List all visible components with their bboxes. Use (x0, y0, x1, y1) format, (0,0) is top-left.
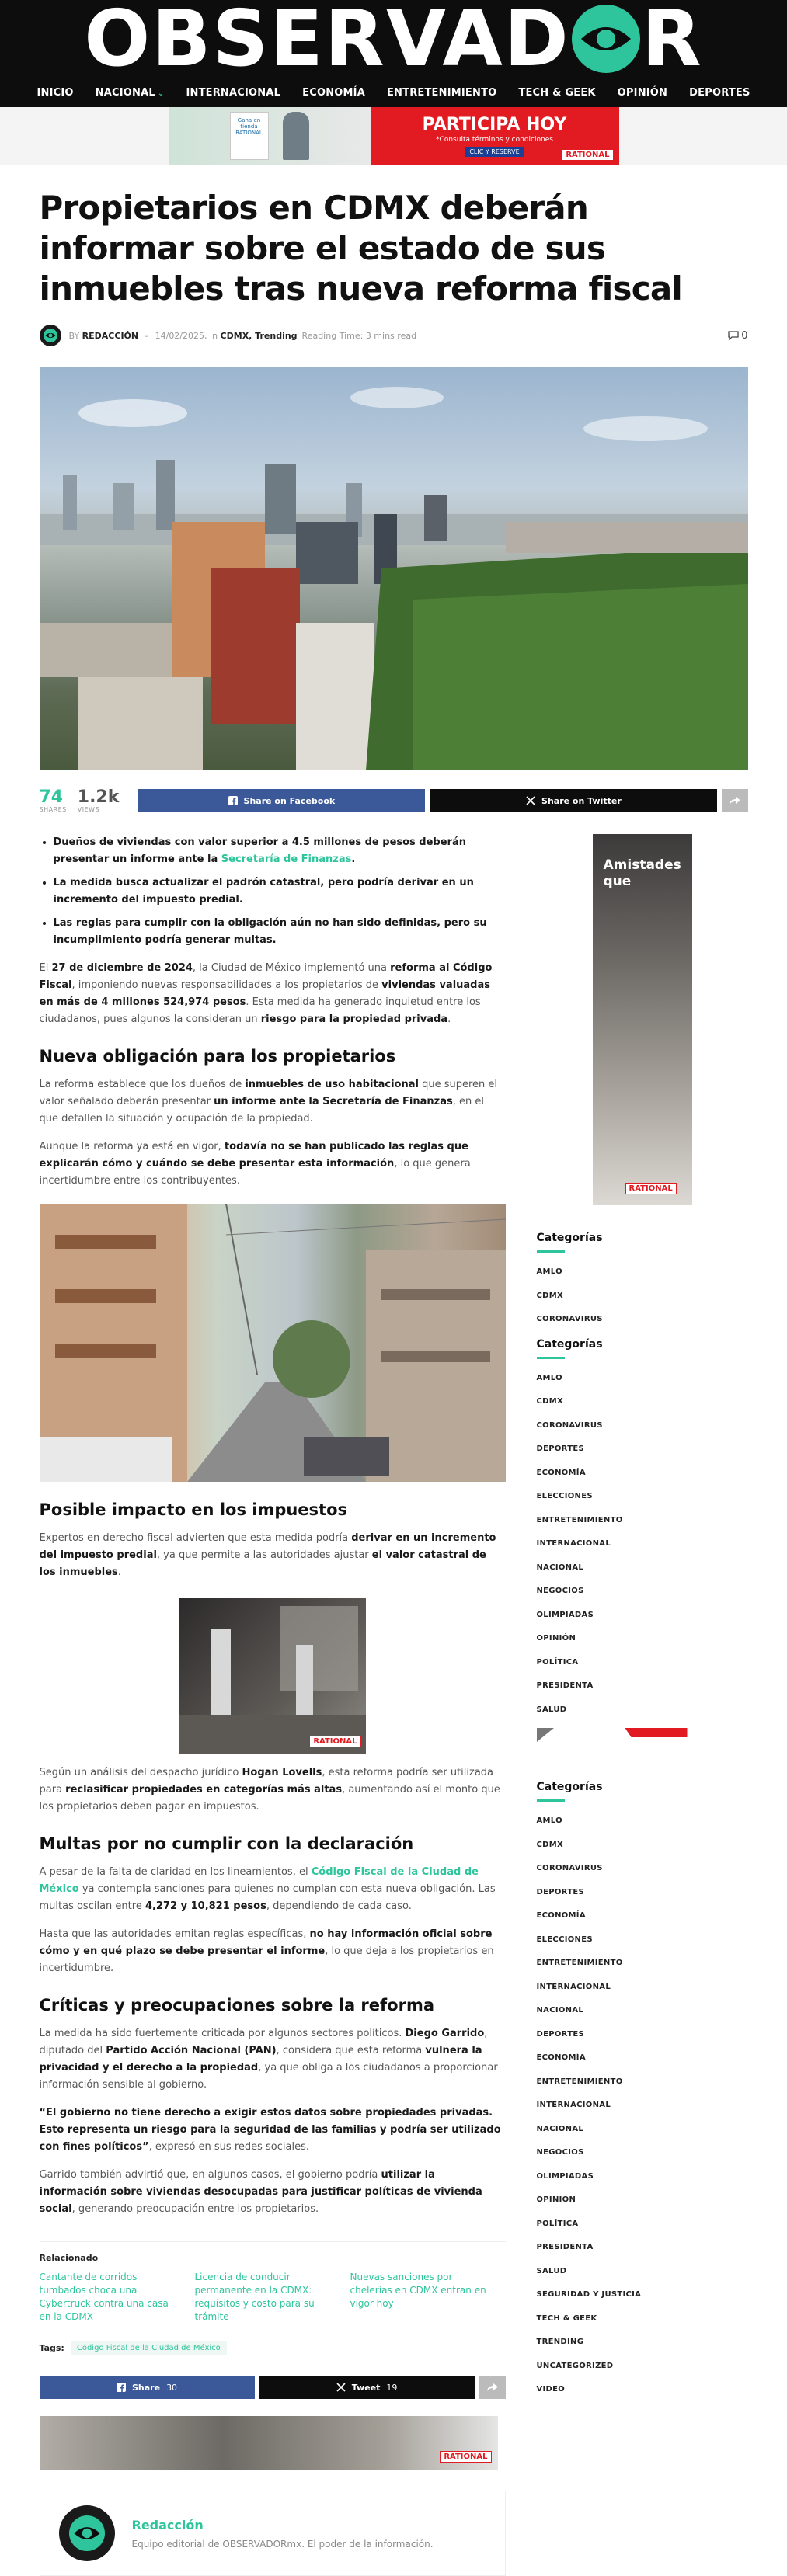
category-item[interactable]: DEPORTES (537, 1881, 748, 1905)
category-item[interactable]: NEGOCIOS (537, 1580, 748, 1604)
category-item[interactable]: CORONAVIRUS (537, 1414, 748, 1438)
nav-item-entretenimiento[interactable]: ENTRETENIMIENTO (386, 86, 497, 99)
categories-underline (537, 1357, 565, 1359)
category-item[interactable]: SEGURIDAD Y JUSTICIA (537, 2283, 748, 2307)
category-item[interactable]: SALUD (537, 1698, 748, 1723)
comments-link[interactable] (728, 330, 747, 342)
paragraph-7: Hasta que las autoridades emitan reglas específicas, no hay información oficial sobre cómo y en qué plazo se debe presentar el informe, lo que deja a los propietarios en incertidumbre. (39, 1928, 494, 1974)
kitchen-ad-graphic (179, 1598, 366, 1754)
summary-item: • Las reglas para cumplir con la obligación aún no han sido definidas, pero su incumplimiento podría generar multas. (54, 915, 506, 949)
author-box-name[interactable]: Redacción (131, 2517, 204, 2533)
related-title: Relacionado (39, 2253, 99, 2263)
category-item[interactable]: CORONAVIRUS (537, 1308, 748, 1332)
category-item[interactable]: AMLO (537, 1260, 748, 1285)
share-more-bottom-button[interactable] (479, 2376, 506, 2399)
codigo-fiscal-link[interactable]: Código Fiscal de la Ciudad de México (39, 1866, 479, 1895)
related-item[interactable]: Nuevas sanciones por chelerías en CDMX entran en vigor hoy (350, 2272, 486, 2309)
facebook-icon (117, 2383, 126, 2392)
nav-item-internacional[interactable]: INTERNACIONAL (186, 86, 281, 99)
category-item[interactable]: ELECCIONES (537, 1485, 748, 1509)
share-twitter-bottom-button[interactable] (259, 2376, 475, 2399)
sticky-ad-corner (537, 1728, 554, 1742)
categories-title: Categorías (536, 1781, 603, 1793)
category-item[interactable]: CDMX (537, 1834, 748, 1858)
street-photo (40, 1204, 506, 1482)
top-ad-panel (371, 107, 619, 165)
paragraph-2: La reforma establece que los dueños de inmuebles de uso habitacional que superen el valor señalado deberán presentar un informe ante la Secretaría de Finanzas, en el que detallen la situación y ocupación de la propiedad. (39, 1079, 498, 1125)
author-box-avatar[interactable] (59, 2505, 115, 2561)
category-item[interactable]: PRESIDENTA (537, 2236, 748, 2260)
views-label: VIEWS (77, 805, 100, 813)
in-label: in (210, 330, 218, 341)
heading-criticas: Críticas y preocupaciones sobre la reforma (39, 1996, 434, 2015)
categories-title: Categorías (536, 1232, 603, 1244)
city-skyline-graphic (40, 367, 748, 770)
article-summary (40, 834, 506, 949)
category-item[interactable]: OPINIÓN (537, 1627, 748, 1651)
views-count: 1.2k (77, 787, 120, 807)
category-item[interactable]: ENTRETENIMIENTO (537, 2070, 748, 2095)
category-item[interactable]: CORONAVIRUS (537, 1857, 748, 1881)
author-box-bio: Equipo editorial de OBSERVADORmx. El poder de la información. (131, 2538, 434, 2550)
author-avatar[interactable] (40, 325, 61, 346)
eye-logo-icon (572, 5, 640, 73)
logo-row (0, 0, 787, 84)
category-item[interactable]: AMLO (537, 1367, 748, 1391)
share-bottom-fb-label: Share (132, 2382, 161, 2393)
top-ad-headline: PARTICIPA HOY (422, 115, 567, 134)
author-info (132, 2518, 434, 2550)
category-item[interactable]: INTERNACIONAL (537, 1532, 748, 1556)
related-item[interactable]: Licencia de conducir permanente en la CDMX: requisitos y costo para su trámite (194, 2272, 315, 2322)
article-meta: BY REDACCIÓN – 14/02/2025 , in CDMX, Trending Reading Time: 3 mins read 0 (40, 325, 748, 346)
categories-list-1 (537, 1260, 748, 1332)
x-twitter-icon (336, 2383, 346, 2392)
category-item[interactable]: OLIMPIADAS (537, 2165, 748, 2189)
summary-item: • Dueños de viviendas con valor superior a 4.5 millones de pesos deberán presentar un informe ante la Secretaría de Finanzas. (54, 834, 506, 868)
tag-chip[interactable]: Código Fiscal de la Ciudad de México (71, 2341, 227, 2355)
category-item[interactable]: VIDEO (537, 2378, 748, 2402)
category-item[interactable]: OLIMPIADAS (537, 1604, 748, 1628)
sidebar-ad-brand: RATIONAL (625, 1183, 677, 1194)
category-item[interactable]: ELECCIONES (537, 1928, 748, 1952)
paragraph-1: El 27 de diciembre de 2024, la Ciudad de México implementó una reforma al Código Fiscal, imponiendo nuevas responsabilidades a los propietarios de viviendas valuadas en más de 4 millones 524,974 pesos. Esta medida ha generado inquietud entre los ciudadanos, pues algunos la consideran un riesgo para la propiedad privada. (39, 962, 493, 1025)
related-posts (40, 2241, 506, 2324)
share-facebook-button[interactable] (138, 789, 425, 812)
street-graphic (40, 1204, 506, 1482)
share-bottom-tw-count: 19 (386, 2382, 398, 2393)
article-body (40, 834, 506, 2576)
category-item[interactable]: POLÍTICA (537, 2213, 748, 2237)
category-links[interactable]: CDMX, Trending (220, 330, 298, 341)
share-bar-bottom (40, 2376, 506, 2399)
sidebar-ad-headline: Amistades que (603, 857, 681, 889)
category-item[interactable]: ECONOMÍA (537, 1904, 748, 1928)
hero-image (40, 367, 748, 770)
x-twitter-icon (526, 796, 535, 805)
category-item[interactable]: UNCATEGORIZED (537, 2355, 748, 2379)
category-item[interactable]: ECONOMÍA (537, 1462, 748, 1486)
nav-item-econom-a[interactable]: ECONOMÍA (302, 86, 365, 99)
heading-obligacion: Nueva obligación para los propietarios (39, 1047, 396, 1066)
paragraph-5: Según un análisis del despacho jurídico Hogan Lovells, esta reforma podría ser utilizada para reclasificar propiedades en categorías más altas, aumentando así el monto que los propietarios deben pagar en impuestos. (39, 1767, 500, 1813)
share-bar-top (40, 787, 748, 814)
top-ad-subtext: *Consulta términos y condiciones (436, 136, 553, 144)
category-item[interactable]: ECONOMÍA (537, 2046, 748, 2070)
top-ad-person (283, 112, 309, 160)
top-ad-wrapper (0, 107, 787, 165)
category-item[interactable]: INTERNACIONAL (537, 2094, 748, 2118)
heading-multas: Multas por no cumplir con la declaración (39, 1834, 414, 1853)
category-item[interactable]: ENTRETENIMIENTO (537, 1509, 748, 1533)
eye-logo-icon (69, 2515, 105, 2551)
facebook-icon (228, 796, 238, 805)
shares-count: 74 (39, 787, 64, 807)
share-arrow-icon (729, 796, 741, 805)
nav-item-nacional[interactable]: NACIONAL ⌄ (95, 86, 165, 99)
share-arrow-icon (486, 2383, 499, 2392)
category-item[interactable]: CDMX (537, 1285, 748, 1309)
eye-logo-icon (44, 329, 57, 342)
summary-item: • La medida busca actualizar el padrón catastral, pero podría derivar en un incremento del impuesto predial. (54, 874, 506, 909)
top-ad-brand: RATIONAL (562, 150, 612, 160)
nav-item-tech-geek[interactable]: TECH & GEEK (518, 86, 596, 99)
category-item[interactable]: NACIONAL (537, 1556, 748, 1580)
nav-item-opini-n[interactable]: OPINIÓN (617, 86, 668, 99)
categories-list-3 (537, 1809, 748, 2023)
top-ad-image (169, 107, 371, 165)
paragraph-9: “El gobierno no tiene derecho a exigir estos datos sobre propiedades privadas. Esto representa un riesgo para la seguridad de las familias y podría ser utilizado con fines políticos”, expresó en sus redes sociales. (39, 2107, 501, 2153)
top-ad-box-text: Gana en tienda RATIONAL (230, 112, 269, 160)
category-item[interactable]: CDMX (537, 1390, 748, 1414)
share-bottom-fb-count: 30 (166, 2382, 178, 2393)
article-container (40, 188, 748, 2576)
sticky-ad-stub (625, 1728, 688, 1737)
share-facebook-bottom-button[interactable] (40, 2376, 255, 2399)
inline-ad[interactable] (179, 1598, 366, 1754)
nav-item-deportes[interactable]: DEPORTES (689, 86, 750, 99)
author-box (40, 2491, 506, 2576)
nav-item-inicio[interactable]: INICIO (37, 86, 74, 99)
category-item[interactable]: ENTRETENIMIENTO (537, 1952, 748, 1976)
category-item[interactable]: SALUD (537, 2260, 748, 2284)
category-item[interactable]: DEPORTES (537, 1437, 748, 1462)
paragraph-4: Expertos en derecho fiscal advierten que esta medida podría derivar en un incremento del impuesto predial, ya que permite a las autoridades ajustar el valor catastral de los inmuebles. (39, 1532, 496, 1578)
content-wrap (40, 834, 748, 2576)
chevron-down-icon: ⌄ (157, 89, 165, 98)
paragraph-8: La medida ha sido fuertemente criticada por algunos sectores políticos. Diego Garrido, diputado del Partido Acción Nacional (PAN), considera que esta reforma vulnera la privacidad y el derecho a la propiedad, ya que obliga a los ciudadanos a proporcionar información sensible al gobierno. (39, 2028, 498, 2091)
categories-underline (537, 1250, 565, 1253)
tags-label: Tags: (39, 2343, 64, 2353)
category-item[interactable]: OPINIÓN (537, 2188, 748, 2213)
category-item[interactable]: DEPORTES (537, 2023, 748, 2047)
site-logo[interactable] (84, 0, 703, 84)
comments-count: 0 (741, 329, 748, 342)
comment-icon (728, 331, 739, 340)
category-item[interactable]: NACIONAL (537, 1999, 748, 2023)
logo-text-left: OBSERVAD (84, 0, 570, 84)
top-ad-banner[interactable] (169, 107, 619, 165)
share-facebook-label: Share on Facebook (243, 795, 336, 806)
article-title: Propietarios en CDMX deberán informar sobre el estado de sus inmuebles tras nueva reforma fiscal (39, 189, 682, 308)
category-item[interactable]: NACIONAL (537, 2118, 748, 2142)
related-list (40, 2271, 506, 2324)
byline-prefix: BY (68, 330, 80, 341)
reading-time: Reading Time: 3 mins read (301, 330, 417, 341)
category-item[interactable]: NEGOCIOS (537, 2141, 748, 2165)
category-item[interactable]: INTERNACIONAL (537, 1976, 748, 2000)
share-more-button[interactable] (722, 789, 747, 812)
author-link[interactable]: REDACCIÓN (82, 330, 139, 341)
tags-row (40, 2341, 506, 2355)
category-item[interactable]: AMLO (537, 1809, 748, 1834)
categories-underline (537, 1799, 565, 1802)
categories-list-2 (537, 1367, 748, 1723)
category-item[interactable]: TRENDING (537, 2331, 748, 2355)
sidebar (537, 834, 748, 2576)
paragraph-10: Garrido también advirtió que, en algunos casos, el gobierno podría utilizar la información sobre viviendas desocupadas para justificar políticas de vivienda social, generando preocupación entre los propietarios. (39, 2169, 482, 2215)
share-twitter-label: Share on Twitter (541, 795, 622, 806)
sidebar-ad[interactable] (593, 834, 692, 1205)
inline-ad-brand: RATIONAL (309, 1736, 360, 1747)
publish-date: 14/02/2025 (155, 330, 205, 341)
category-item[interactable]: TECH & GEEK (537, 2307, 748, 2331)
logo-text-right: R (641, 0, 703, 84)
shares-label: SHARES (39, 805, 67, 813)
paragraph-3: Aunque la reforma ya está en vigor, todavía no se han publicado las reglas que explicarán cómo y cuándo se debe presentar esta información, lo que genera incertidumbre entre los contribuyentes. (39, 1141, 471, 1187)
categories-list-4 (537, 2023, 748, 2402)
paragraph-6: A pesar de la falta de claridad en los lineamientos, el Código Fiscal de la Ciudad de México ya contempla sanciones para quienes no cumplan con esta nueva obligación. Las multas oscilan entre 4,272 y 10,821 pesos, dependiendo de cada caso. (39, 1866, 496, 1912)
views-counter (78, 789, 120, 813)
site-header (0, 0, 787, 107)
related-item[interactable]: Cantante de corridos tumbados choca una Cybertruck contra una casa en la CDMX (39, 2272, 169, 2322)
bottom-ad-brand: RATIONAL (440, 2451, 491, 2463)
share-bottom-tw-label: Tweet (351, 2382, 381, 2393)
meta-separator: – (145, 330, 149, 341)
bottom-ad[interactable] (40, 2416, 498, 2470)
share-twitter-button[interactable] (430, 789, 717, 812)
secretaria-finanzas-link[interactable]: Secretaría de Finanzas (221, 853, 352, 865)
shares-counter (40, 789, 67, 813)
heading-impacto: Posible impacto en los impuestos (39, 1500, 348, 1519)
category-item[interactable]: POLÍTICA (537, 1651, 748, 1675)
category-item[interactable]: PRESIDENTA (537, 1674, 748, 1698)
top-ad-cta[interactable]: CLIC Y RESERVE (465, 147, 524, 157)
categories-title: Categorías (536, 1337, 603, 1351)
